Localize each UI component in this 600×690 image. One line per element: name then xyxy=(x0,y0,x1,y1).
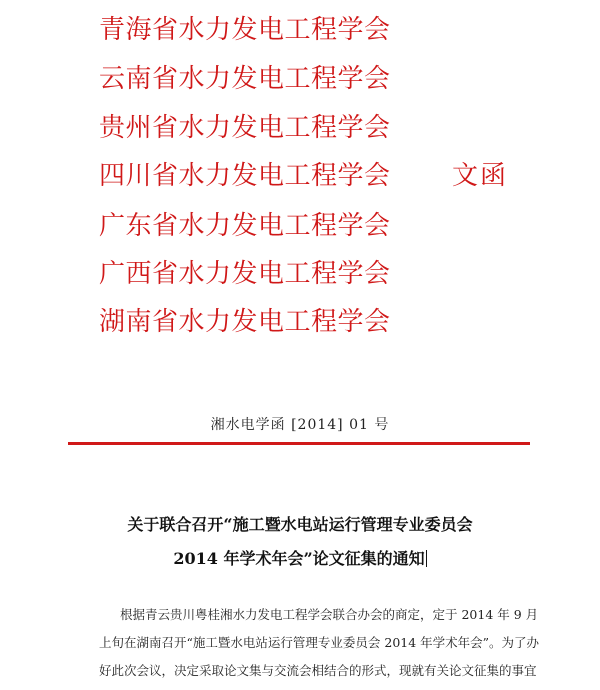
notice-title-line-1: 关于联合召开“施工暨水电站运行管理专业委员会 xyxy=(127,515,473,534)
body-paragraph-line-1: 根据青云贵川粤桂湘水力发电工程学会联合办会的商定，定于 2014 年 9 月 xyxy=(120,607,539,622)
org-name-guangdong: 广东省水力发电工程学会 xyxy=(99,211,391,241)
red-divider-line xyxy=(68,442,530,445)
doc-type-label: 文函 xyxy=(452,161,509,191)
notice-title-line-2-text: 2014 年学术年会”论文征集的通知 xyxy=(173,549,425,568)
text-cursor xyxy=(426,550,427,567)
document-number: 湘水电学函 [2014] 01 号 xyxy=(210,417,390,433)
org-name-yunnan: 云南省水力发电工程学会 xyxy=(99,64,391,94)
org-name-sichuan: 四川省水力发电工程学会 xyxy=(99,161,391,191)
body-paragraph-line-3: 好此次会议，决定采取论文集与交流会相结合的形式，现就有关论文征集的事宜 xyxy=(99,663,537,678)
org-name-guizhou: 贵州省水力发电工程学会 xyxy=(99,113,391,143)
org-name-guangxi: 广西省水力发电工程学会 xyxy=(99,259,391,289)
org-name-qinghai: 青海省水力发电工程学会 xyxy=(99,15,391,45)
notice-title-line-2 xyxy=(0,546,600,569)
body-paragraph-line-2: 上旬在湖南召开“施工暨水电站运行管理专业委员会 2014 年学术年会”。为了办 xyxy=(99,635,540,650)
org-name-hunan: 湖南省水力发电工程学会 xyxy=(99,307,391,337)
